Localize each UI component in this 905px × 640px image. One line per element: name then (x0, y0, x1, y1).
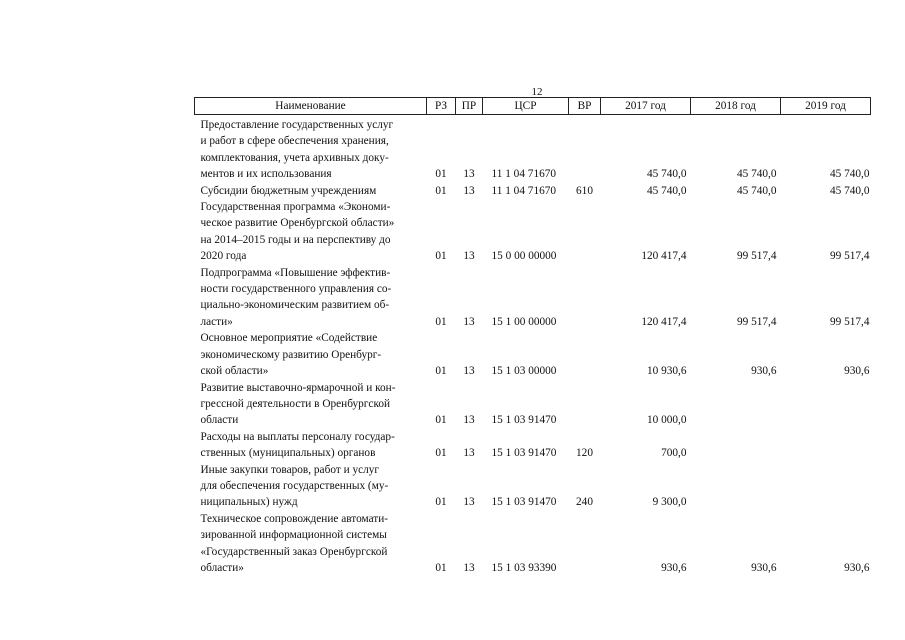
row-csr: 15 1 03 93390 (491, 561, 557, 574)
header-rz: РЗ (427, 98, 456, 115)
row-name (195, 462, 427, 511)
row-name-line: ственных (муниципальных) органов (200, 447, 376, 460)
row-name-line: Субсидии бюджетным учреждениям (200, 184, 377, 197)
row-name-line: на 2014–2015 годы и на перспективу до (200, 233, 391, 246)
row-value-2019: 99 517,4 (829, 250, 870, 263)
table-header (195, 98, 871, 115)
row-name (195, 511, 427, 577)
row-name-line: области» (200, 561, 244, 574)
row-name-line: ности государственного управления со- (200, 283, 392, 296)
row-pr: 13 (463, 365, 475, 378)
row-value-2017: 10 000,0 (646, 414, 687, 427)
row-name-line: ниципальных) нужд (200, 496, 298, 509)
row-csr: 15 0 00 00000 (491, 250, 557, 263)
row-value-2019: 45 740,0 (829, 168, 870, 181)
row-name-line: для обеспечения государственных (му- (200, 479, 389, 492)
row-pr: 13 (463, 315, 475, 328)
row-name-line: ческое развитие Оренбургской области» (200, 217, 395, 230)
row-csr: 15 1 03 91470 (491, 496, 557, 509)
row-rz: 01 (435, 496, 447, 509)
row-name-line: и работ в сфере обеспечения хранения, (200, 135, 389, 148)
budget-table (194, 97, 871, 576)
row-csr: 15 1 00 00000 (491, 315, 557, 328)
row-rz: 01 (435, 447, 447, 460)
row-pr: 13 (463, 184, 475, 197)
row-name (195, 199, 427, 265)
row-name-line: ментов и их использования (200, 168, 332, 181)
header-vr: ВР (569, 98, 601, 115)
row-vr (569, 115, 601, 183)
row-value-2018: 930,6 (751, 365, 777, 378)
row-csr: 15 1 03 00000 (491, 365, 557, 378)
row-name-line: 2020 года (200, 250, 247, 263)
row-name-line: Расходы на выплаты персоналу государ- (200, 430, 395, 443)
row-vr (569, 265, 601, 331)
table-body (195, 115, 871, 577)
row-name-line: области (200, 414, 239, 427)
table-row (195, 265, 871, 331)
row-value-2017: 45 740,0 (646, 168, 687, 181)
row-csr: 11 1 04 71670 (491, 168, 557, 181)
row-value-2018: 45 740,0 (736, 168, 777, 181)
row-value-2019: 99 517,4 (829, 315, 870, 328)
row-name-line: ской области» (200, 365, 269, 378)
page-number: 12 (531, 86, 543, 98)
row-vr (569, 330, 601, 379)
row-value-2018: 930,6 (751, 561, 777, 574)
row-name-line: Основное мероприятие «Содействие (200, 332, 378, 345)
row-pr: 13 (463, 447, 475, 460)
row-name-line: грессной деятельности в Оренбургской (200, 397, 391, 410)
header-name: Наименование (195, 98, 427, 115)
row-pr: 13 (463, 250, 475, 263)
row-value-2017: 120 417,4 (641, 315, 687, 328)
row-name-line: Развитие выставочно-ярмарочной и кон- (200, 381, 396, 394)
row-value-2017: 700,0 (661, 447, 687, 460)
row-name (195, 183, 427, 199)
row-rz: 01 (435, 184, 447, 197)
table-row (195, 199, 871, 265)
header-pr: ПР (456, 98, 483, 115)
row-pr: 13 (463, 561, 475, 574)
row-csr: 15 1 03 91470 (491, 414, 557, 427)
row-vr (569, 199, 601, 265)
row-value-2019 (781, 462, 871, 511)
row-rz: 01 (435, 414, 447, 427)
row-value-2018 (691, 380, 781, 429)
row-value-2018: 99 517,4 (736, 250, 777, 263)
row-value-2017: 9 300,0 (652, 496, 687, 509)
row-name-line: Подпрограмма «Повышение эффектив- (200, 266, 391, 279)
row-pr: 13 (463, 496, 475, 509)
row-csr: 15 1 03 91470 (491, 447, 557, 460)
row-value-2018 (691, 429, 781, 462)
row-name-line: Техническое сопровождение автомати- (200, 512, 389, 525)
row-rz: 01 (435, 250, 447, 263)
row-value-2019: 930,6 (844, 365, 870, 378)
row-name-line: «Государственный заказ Оренбургской (200, 545, 388, 558)
row-vr (569, 380, 601, 429)
header-2017: 2017 год (601, 98, 691, 115)
row-name (195, 330, 427, 379)
row-pr: 13 (463, 414, 475, 427)
row-name-line: зированной информационной системы (200, 529, 387, 542)
row-value-2019: 930,6 (844, 561, 870, 574)
row-vr (569, 511, 601, 577)
row-value-2019: 45 740,0 (829, 184, 870, 197)
row-name (195, 380, 427, 429)
row-name-line: Иные закупки товаров, работ и услуг (200, 463, 380, 476)
row-csr: 11 1 04 71670 (491, 184, 557, 197)
row-value-2017: 45 740,0 (646, 184, 687, 197)
header-2018: 2018 год (691, 98, 781, 115)
row-name-line: Государственная программа «Экономи- (200, 201, 391, 214)
table-row (195, 462, 871, 511)
row-value-2018: 99 517,4 (736, 315, 777, 328)
row-value-2018: 45 740,0 (736, 184, 777, 197)
row-name-line: ласти» (200, 315, 233, 328)
row-value-2019 (781, 380, 871, 429)
header-csr: ЦСР (483, 98, 569, 115)
row-vr: 120 (576, 447, 593, 460)
row-rz: 01 (435, 365, 447, 378)
table-row (195, 429, 871, 462)
table-row (195, 511, 871, 577)
row-value-2017: 10 930,6 (646, 365, 687, 378)
header-row (195, 98, 871, 115)
budget-table-container (194, 97, 870, 576)
row-name-line: экономическому развитию Оренбург- (200, 348, 382, 361)
row-rz: 01 (435, 315, 447, 328)
row-name (195, 265, 427, 331)
row-value-2019 (781, 429, 871, 462)
row-value-2018 (691, 462, 781, 511)
header-2019: 2019 год (781, 98, 871, 115)
table-row (195, 115, 871, 183)
row-name-line: циально-экономическим развитием об- (200, 299, 390, 312)
table-row (195, 380, 871, 429)
row-rz: 01 (435, 561, 447, 574)
row-vr: 610 (576, 184, 593, 197)
row-vr: 240 (576, 496, 593, 509)
row-rz: 01 (435, 168, 447, 181)
row-value-2017: 120 417,4 (641, 250, 687, 263)
row-name (195, 115, 427, 183)
row-value-2017: 930,6 (661, 561, 687, 574)
table-row (195, 330, 871, 379)
table-row (195, 183, 871, 199)
row-name (195, 429, 427, 462)
row-pr: 13 (463, 168, 475, 181)
row-name-line: Предоставление государственных услуг (200, 119, 394, 131)
row-name-line: комплектования, учета архивных доку- (200, 151, 389, 164)
